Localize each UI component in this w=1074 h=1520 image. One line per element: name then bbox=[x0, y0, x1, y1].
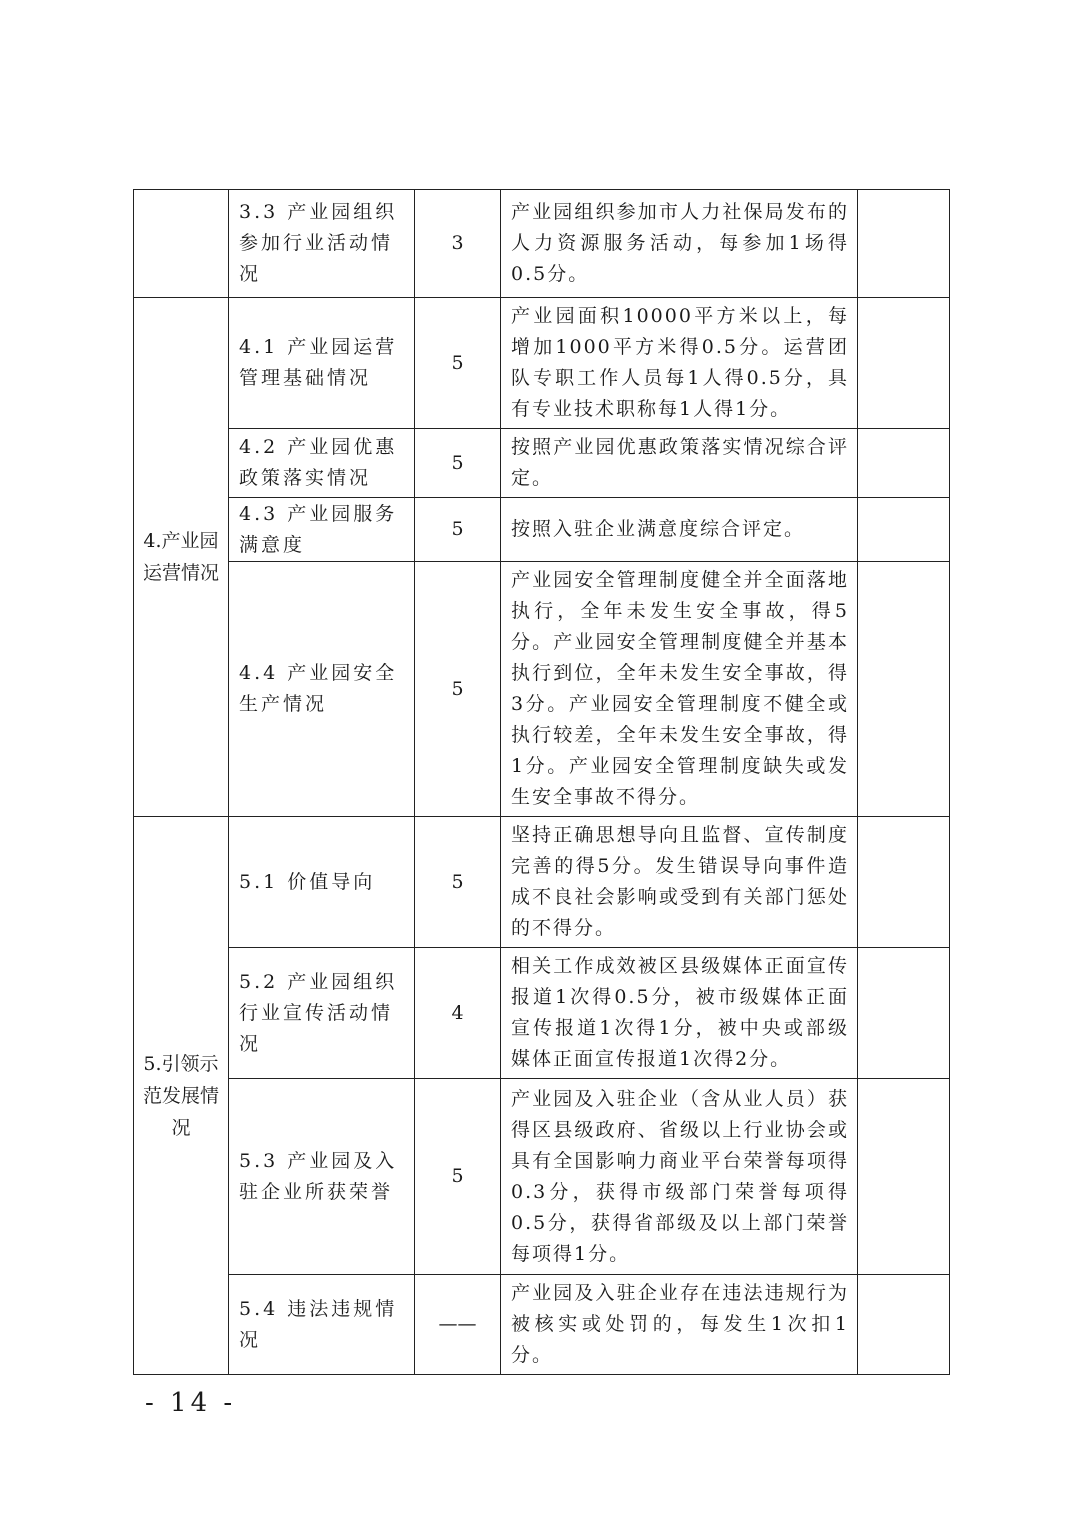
table-row bbox=[134, 948, 950, 1079]
note-cell bbox=[858, 298, 950, 429]
page-number: - 14 - bbox=[145, 1388, 237, 1418]
table-row bbox=[134, 498, 950, 562]
score-cell: 5 bbox=[415, 817, 501, 948]
note-cell bbox=[858, 1079, 950, 1275]
standard-cell: 按照入驻企业满意度综合评定。 bbox=[501, 498, 858, 562]
table-row bbox=[134, 817, 950, 948]
score-cell: 3 bbox=[415, 190, 501, 298]
standard-cell: 产业园安全管理制度健全并全面落地执行，全年未发生安全事故，得5分。产业园安全管理制度健全并基本执行到位，全年未发生安全事故，得3分。产业园安全管理制度不健全或执行较差，全年未发生安全事故，得1分。产业园安全管理制度缺失或发生安全事故不得分。 bbox=[501, 562, 858, 817]
category-cell: 4.产业园运营情况 bbox=[134, 298, 229, 817]
item-cell: 4.2 产业园优惠政策落实情况 bbox=[229, 429, 415, 498]
standard-cell: 产业园面积10000平方米以上，每增加1000平方米得0.5分。运营团队专职工作人员每1人得0.5分，具有专业技术职称每1人得1分。 bbox=[501, 298, 858, 429]
scoring-table bbox=[133, 189, 950, 1375]
note-cell bbox=[858, 948, 950, 1079]
score-cell: —— bbox=[415, 1275, 501, 1375]
note-cell bbox=[858, 817, 950, 948]
table-row bbox=[134, 1079, 950, 1275]
note-cell bbox=[858, 429, 950, 498]
standard-cell: 坚持正确思想导向且监督、宣传制度完善的得5分。发生错误导向事件造成不良社会影响或受到有关部门惩处的不得分。 bbox=[501, 817, 858, 948]
item-cell: 5.3 产业园及入驻企业所获荣誉 bbox=[229, 1079, 415, 1275]
category-cell: 5.引领示范发展情况 bbox=[134, 817, 229, 1375]
item-cell: 5.2 产业园组织行业宣传活动情况 bbox=[229, 948, 415, 1079]
item-cell: 5.4 违法违规情况 bbox=[229, 1275, 415, 1375]
table-row bbox=[134, 298, 950, 429]
item-cell: 4.1 产业园运营管理基础情况 bbox=[229, 298, 415, 429]
table-row bbox=[134, 190, 950, 298]
standard-cell: 产业园组织参加市人力社保局发布的人力资源服务活动，每参加1场得0.5分。 bbox=[501, 190, 858, 298]
table-row bbox=[134, 562, 950, 817]
item-cell: 4.4 产业园安全生产情况 bbox=[229, 562, 415, 817]
score-cell: 5 bbox=[415, 298, 501, 429]
score-cell: 5 bbox=[415, 429, 501, 498]
score-cell: 5 bbox=[415, 562, 501, 817]
table-row bbox=[134, 429, 950, 498]
item-cell: 4.3 产业园服务满意度 bbox=[229, 498, 415, 562]
score-cell: 5 bbox=[415, 1079, 501, 1275]
standard-cell: 按照产业园优惠政策落实情况综合评定。 bbox=[501, 429, 858, 498]
note-cell bbox=[858, 190, 950, 298]
standard-cell: 产业园及入驻企业存在违法违规行为被核实或处罚的，每发生1次扣1分。 bbox=[501, 1275, 858, 1375]
category-cell bbox=[134, 190, 229, 298]
standard-cell: 产业园及入驻企业（含从业人员）获得区县级政府、省级以上行业协会或具有全国影响力商业平台荣誉每项得0.3分，获得市级部门荣誉每项得0.5分，获得省部级及以上部门荣誉每项得1分。 bbox=[501, 1079, 858, 1275]
note-cell bbox=[858, 562, 950, 817]
standard-cell: 相关工作成效被区县级媒体正面宣传报道1次得0.5分，被市级媒体正面宣传报道1次得1分，被中央或部级媒体正面宣传报道1次得2分。 bbox=[501, 948, 858, 1079]
item-cell: 3.3 产业园组织参加行业活动情况 bbox=[229, 190, 415, 298]
note-cell bbox=[858, 1275, 950, 1375]
score-cell: 4 bbox=[415, 948, 501, 1079]
table-row bbox=[134, 1275, 950, 1375]
item-cell: 5.1 价值导向 bbox=[229, 817, 415, 948]
score-cell: 5 bbox=[415, 498, 501, 562]
note-cell bbox=[858, 498, 950, 562]
